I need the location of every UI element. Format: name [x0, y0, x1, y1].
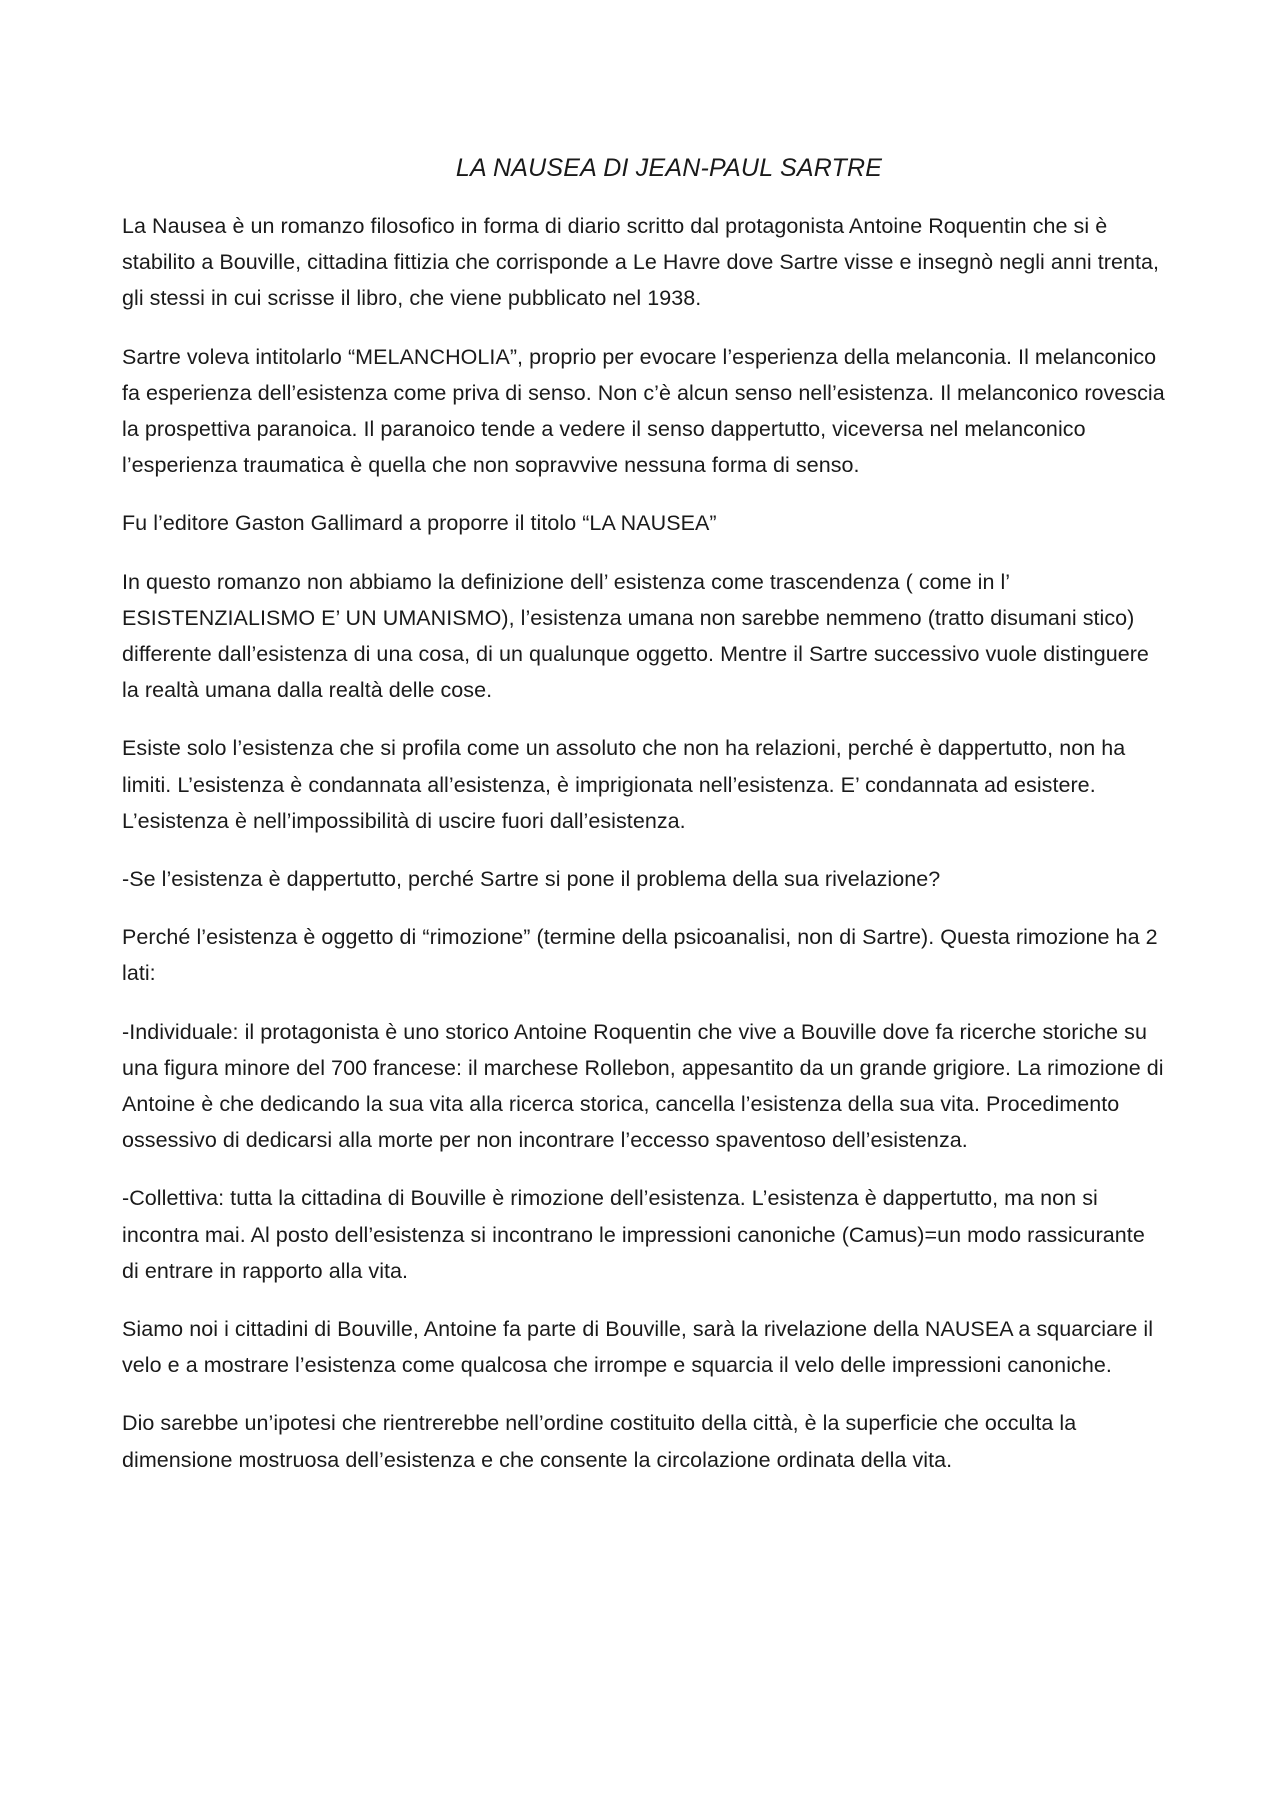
paragraph-gallimard: Fu l’editore Gaston Gallimard a proporre il titolo “LA NAUSEA” — [122, 511, 717, 536]
document-title: LA NAUSEA DI JEAN-PAUL SARTRE — [455, 154, 883, 182]
paragraph-dio: Dio sarebbe un’ipotesi che rientrerebbe nell’ordine costituito della città, è la superficie che occulta la dimensione mostruosa dell’esistenza e che consente la circolazione ordinata della vita. — [122, 1411, 1077, 1472]
paragraph-individuale: -Individuale: il protagonista è uno storico Antoine Roquentin che vive a Bouville dove fa ricerche storiche su una figura minore del 700 francese: il marchese Rollebon, appesantito da un grande grigiore. La rimozione di Antoine è che dedicando la sua vita alla ricerca storica, cancella l’esistenza della sua vita. Procedimento ossessivo di dedicarsi alla morte per non incontrare l’eccesso spaventoso dell’esistenza. — [122, 1019, 1164, 1153]
paragraph-melancholia: Sartre voleva intitolarlo “MELANCHOLIA”, proprio per evocare l’esperienza della melanconia. Il melanconico fa esperienza dell’esistenza come priva di senso. Non c’è alcun senso nell’esistenza. Il melanconico rovescia la prospettiva paranoica. Il paranoico tende a vedere il senso dappertutto, viceversa nel melanconico l’esperienza traumatica è quella che non sopravvive nessuna forma di senso. — [122, 344, 1165, 478]
paragraph-assoluto: Esiste solo l’esistenza che si profila come un assoluto che non ha relazioni, perché è dappertutto, non ha limiti. L’esistenza è condannata all’esistenza, è imprigionata nell’esistenza. E’ condannata ad esistere. L’esistenza è nell’impossibilità di uscire fuori dall’esistenza. — [122, 736, 1126, 833]
paragraph-collettiva: -Collettiva: tutta la cittadina di Bouville è rimozione dell’esistenza. L’esistenza è dappertutto, ma non si incontra mai. Al posto dell’esistenza si incontrano le impressioni canoniche (Camus)=un modo rassicurante di entrare in rapporto alla vita. — [122, 1186, 1145, 1283]
paragraph-rimozione: Perché l’esistenza è oggetto di “rimozione” (termine della psicoanalisi, non di Sartre). Questa rimozione ha 2 lati: — [122, 925, 1158, 986]
paragraph-intro: La Nausea è un romanzo filosofico in forma di diario scritto dal protagonista Antoine Roquentin che si è stabilito a Bouville, cittadina fittizia che corrisponde a Le Havre dove Sartre visse e insegnò negli anni trenta, gli stessi in cui scrisse il libro, che viene pubblicato nel 1938. — [122, 214, 1160, 311]
paragraph-cittadini: Siamo noi i cittadini di Bouville, Antoine fa parte di Bouville, sarà la rivelazione della NAUSEA a squarciare il velo e a mostrare l’esistenza come qualcosa che irrompe e squarcia il velo delle impressioni canoniche. — [122, 1317, 1154, 1378]
paragraph-domanda: -Se l’esistenza è dappertutto, perché Sartre si pone il problema della sua rivelazione? — [122, 867, 941, 892]
paragraph-trascendenza: In questo romanzo non abbiamo la definizione dell’ esistenza come trascendenza ( come in l’ ESISTENZIALISMO E’ UN UMANISMO), l’esistenza umana non sarebbe nemmeno (tratto disumani stico) differente dall’esistenza di una cosa, di un qualunque oggetto. Mentre il Sartre successivo vuole distinguere la realtà umana dalla realtà delle cose. — [122, 569, 1149, 703]
